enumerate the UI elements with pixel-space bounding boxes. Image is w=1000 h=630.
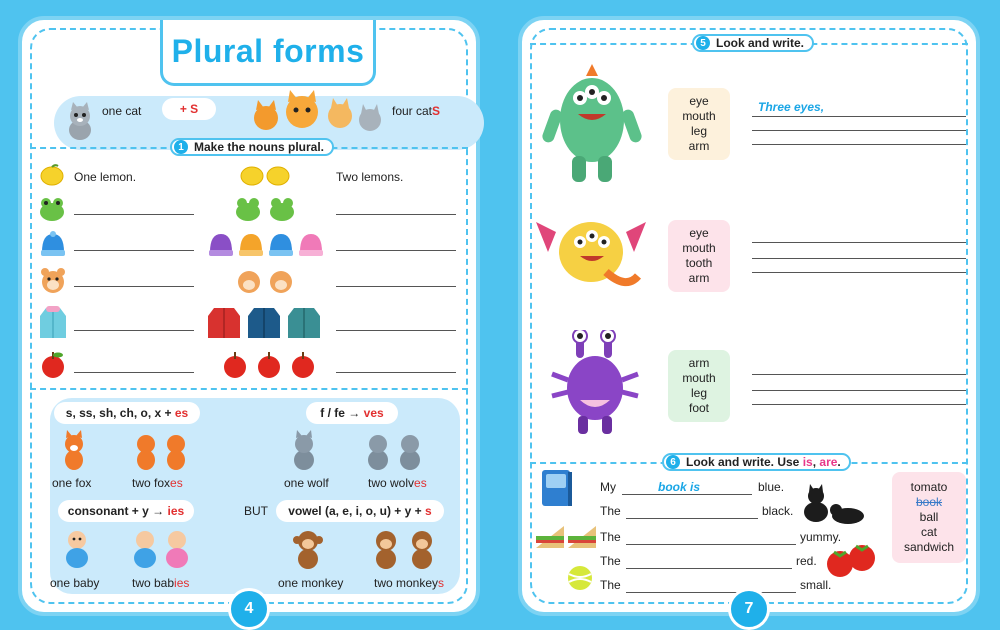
es-rule-suffix: es [174,406,189,420]
ball-icon [566,564,594,592]
section-1-header [170,138,334,156]
cats-icon [798,484,868,526]
lemon-icon [40,164,64,186]
sentence-1-end: blue. [758,480,785,494]
ies-rule-prefix: consonant + y → [67,504,165,518]
cats-group-icon [246,84,386,144]
green-monster-icon [542,60,642,184]
section-6-number: 6 [666,455,680,469]
word-bank [892,472,966,563]
word-item: arm [688,271,710,285]
section-5-label: Look and write. [716,36,805,50]
baby-icon [62,528,92,570]
section-6-period: . [837,455,841,469]
word-item: eye [689,94,709,108]
sentence-5-blank[interactable] [626,592,796,593]
wolf-icon [362,430,428,472]
answer-line[interactable] [752,258,966,259]
sentence-2-end: black. [762,504,794,518]
answer-line[interactable] [752,374,966,375]
yellow-monster-icon [536,212,646,292]
monkey-icon [292,528,324,570]
left-page [18,16,480,616]
vowel-rule [276,500,444,522]
sentence-3-start: The [600,530,621,544]
frog-icon [38,196,66,222]
sentence-1-start: My [600,480,616,494]
apple-icon [40,350,66,380]
word-box-purple [668,350,730,422]
two-babies-text [132,576,189,590]
sentence-1-blank[interactable] [622,494,752,495]
sentence-4-start: The [600,554,621,568]
ves-rule-suffix: ves [363,406,384,420]
word-item: mouth [682,371,716,385]
right-page [518,16,980,616]
answer-line[interactable] [752,272,966,273]
two-foxes-stem: two fox [132,476,171,490]
sentence-5-end: small. [800,578,832,592]
two-wolves-stem: two wolv [368,476,415,490]
hat-icon [40,230,66,258]
answer-line[interactable] [74,372,194,373]
cat-icon [64,102,96,142]
sandwich-icon [534,522,598,552]
sentence-2-blank[interactable] [626,518,758,519]
answer-line[interactable] [74,214,194,215]
answer-line[interactable] [752,404,966,405]
answer-line[interactable] [336,372,456,373]
title-box [160,20,376,86]
frog-icon [234,196,298,222]
answer-line[interactable] [752,242,966,243]
answer-line[interactable] [752,390,966,391]
section-6-header [662,453,851,471]
section-1-label: Make the nouns plural. [194,140,325,154]
es-rule-prefix: s, ss, sh, ch, o, x + [65,406,172,420]
section-6-label [686,455,841,469]
monkey-icon [370,528,442,570]
word-bank-item: tomato [910,480,948,494]
four-cats-suffix: S [432,104,441,118]
word-item: leg [690,124,707,138]
vowel-rule-prefix: vowel (a, e, i, o, u) + y + [288,504,422,518]
one-baby-text: one baby [50,576,100,590]
word-box-yellow [668,220,730,292]
ves-rule [306,402,398,424]
section-1-number: 1 [174,140,188,154]
sentence-3-end: yummy. [800,530,842,544]
answer-line[interactable] [74,250,194,251]
section-5-header [692,34,814,52]
section-6-are: are [819,455,838,469]
sentence-3-blank[interactable] [626,544,796,545]
word-item: eye [689,226,709,240]
section-6-is: is [802,455,813,469]
sentence-5-start: The [600,578,621,592]
sentence-1-answer: book is [658,480,701,494]
answer-line[interactable] [752,116,966,117]
ves-rule-prefix: f / fe → [320,406,361,420]
hamster-icon [236,266,296,294]
answer-line[interactable] [74,286,194,287]
one-fox-text: one fox [52,476,92,490]
fox-icon [60,430,88,472]
word-bank-item-crossed: book [915,495,943,509]
answer-line[interactable] [752,130,966,131]
book-icon [540,468,574,508]
section-5-number: 5 [696,36,710,50]
purple-monster-icon [550,330,640,436]
two-babies-stem: two bab [132,576,175,590]
word-item: mouth [682,109,716,123]
section-6-comma: , [812,455,820,469]
one-monkey-text: one monkey [278,576,344,590]
wolf-icon [288,430,320,472]
word-bank-item: cat [920,525,937,539]
one-wolf-text: one wolf [284,476,329,490]
two-wolves-text [368,476,427,490]
word-box-green [668,88,730,160]
four-cats-text [392,104,440,118]
answer-line[interactable] [74,330,194,331]
answer-line[interactable] [336,286,456,287]
hat-icon [208,230,326,258]
tomatoes-icon [824,538,878,580]
ies-rule [58,500,194,522]
vowel-rule-suffix: s [425,504,432,518]
page-title: Plural forms [171,33,365,69]
jacket-icon [206,306,326,340]
two-monkeys-text [374,576,444,590]
lemon-icon [240,164,292,186]
plus-s-rule: + S [162,98,216,120]
jacket-icon [38,306,68,340]
two-monkeys-end: s [438,576,445,590]
word-bank-item: ball [919,510,939,524]
answer-text: Three eyes, [758,100,825,114]
hamster-icon [40,266,66,294]
page-number: 7 [728,588,770,630]
sentence-4-blank[interactable] [626,568,792,569]
ies-rule-suffix: ies [167,504,185,518]
section-6-label-prefix: Look and write. Use [686,455,803,469]
word-item: tooth [685,256,713,270]
two-foxes-end: es [170,476,183,490]
sentence-4-end: red. [796,554,817,568]
page-number: 4 [228,588,270,630]
section-divider [30,388,468,390]
word-item: foot [688,401,709,415]
answer-line[interactable] [336,250,456,251]
word-item: mouth [682,241,716,255]
word-item: arm [688,139,710,153]
two-foxes-text [132,476,183,490]
sentence-2-start: The [600,504,621,518]
baby-icon [130,528,194,570]
row-1-plural-text: Two lemons. [336,170,404,184]
fox-icon [132,430,190,472]
word-bank-item: sandwich [903,540,955,554]
two-monkeys-stem: two monkey [374,576,439,590]
answer-line[interactable] [336,214,456,215]
es-rule [54,402,200,424]
two-babies-end: ies [174,576,190,590]
four-cats-stem: four cat [392,104,433,118]
two-wolves-end: es [414,476,427,490]
but-text: BUT [244,504,268,518]
row-1-singular-text: One lemon. [74,170,137,184]
one-cat-text: one cat [102,104,142,118]
answer-line[interactable] [752,144,966,145]
word-item: arm [688,356,710,370]
apple-icon [222,350,318,380]
word-item: leg [690,386,707,400]
answer-line[interactable] [336,330,456,331]
